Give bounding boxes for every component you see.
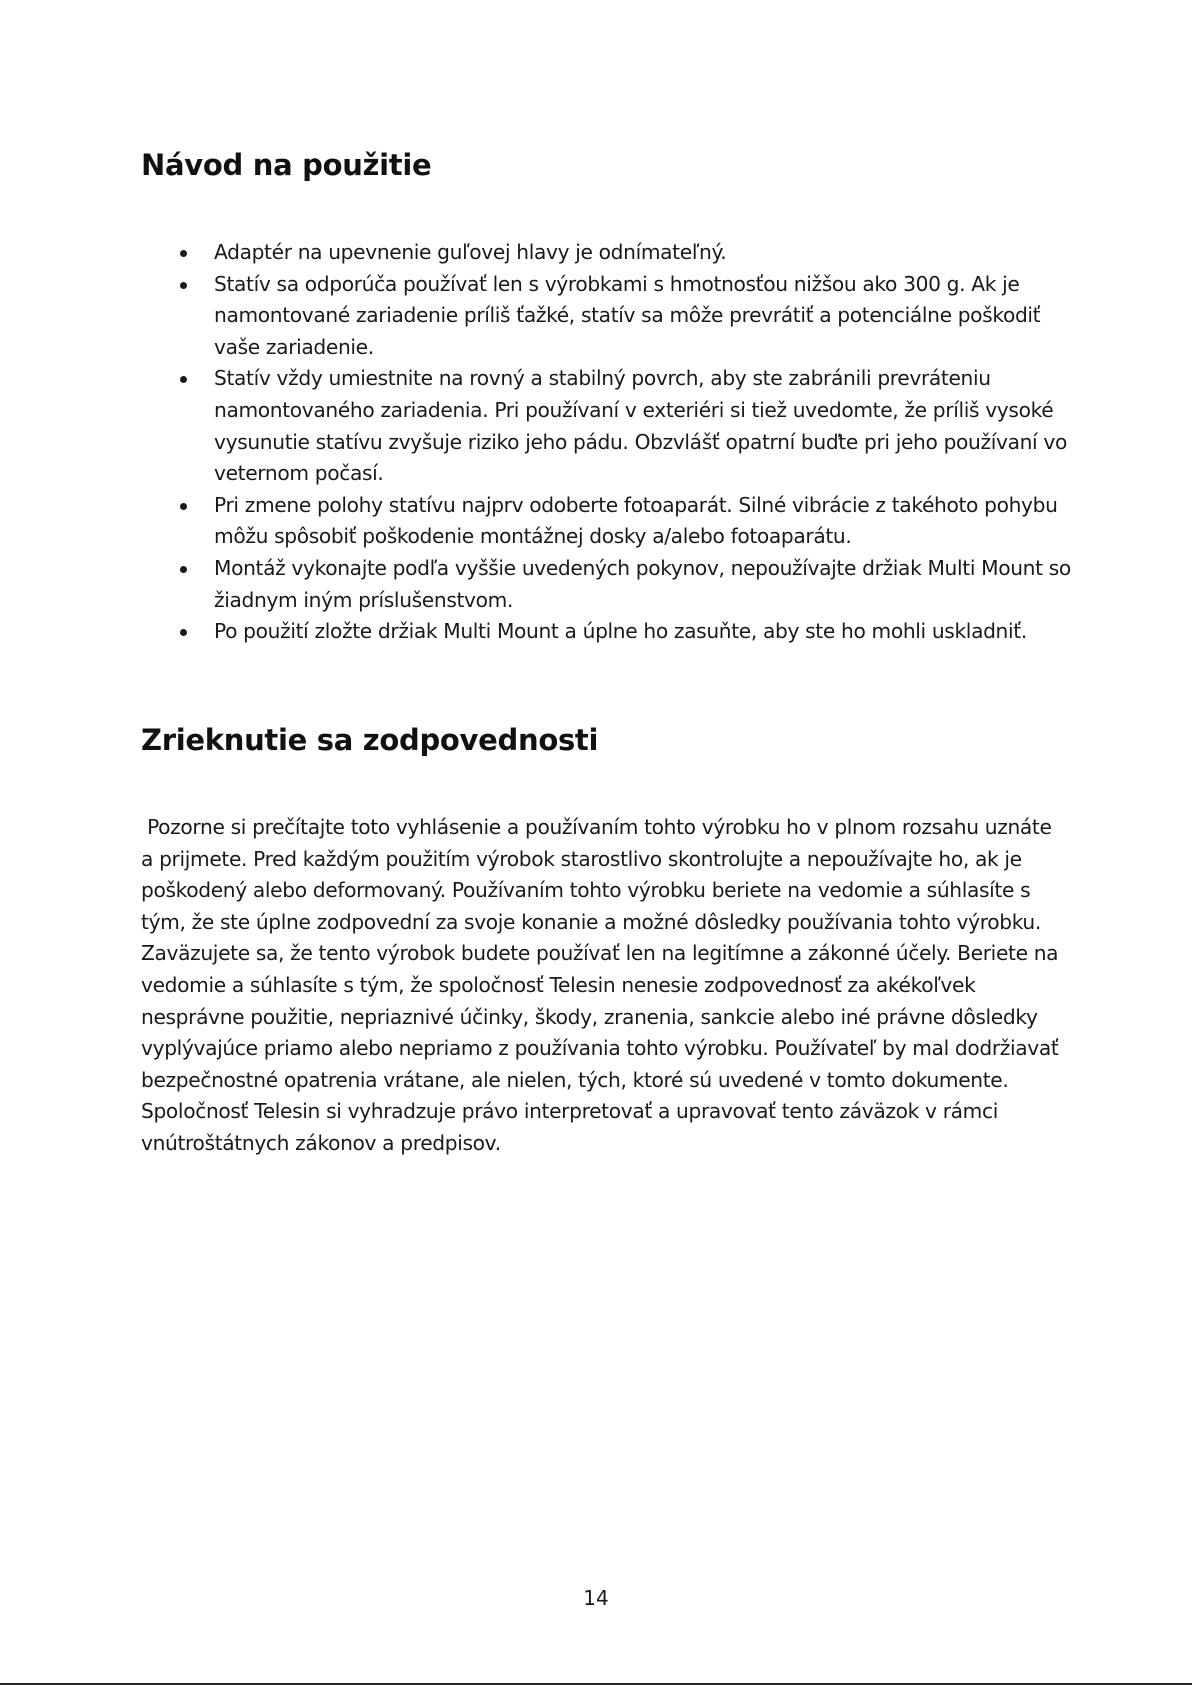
bullet-icon: [180, 376, 187, 383]
list-item-text: Adaptér na upevnenie guľovej hlavy je odnímateľný.: [214, 240, 727, 264]
list-item: [141, 237, 1071, 269]
bullet-icon: [180, 503, 187, 510]
list-item-text: Statív sa odporúča používať len s výrobkami s hmotnosťou nižšou ako 300 g. Ak je namontované zariadenie príliš ťažké, statív sa môže prevrátiť a potenciálne poškodiť vaše zariadenie.: [214, 271, 1041, 359]
list-item: [141, 616, 1071, 648]
list-item-text: Pri zmene polohy statívu najprv odoberte fotoaparát. Silné vibrácie z takéhoto pohybu môžu spôsobiť poškodenie montážnej dosky a/alebo fotoaparátu.: [214, 492, 1058, 549]
page-number: 14: [583, 1586, 609, 1610]
bullet-icon: [180, 566, 187, 573]
usage-instructions-list: [141, 237, 1071, 648]
list-item: [141, 269, 1071, 364]
section-heading-disclaimer: Zrieknutie sa zodpovednosti: [141, 723, 599, 757]
bullet-icon: [180, 282, 187, 289]
bullet-icon: [180, 250, 187, 257]
list-item-text: Po použití zložte držiak Multi Mount a úplne ho zasuňte, aby ste ho mohli uskladniť.: [214, 619, 1027, 644]
bullet-icon: [180, 629, 187, 636]
list-item: [141, 553, 1071, 616]
list-item-text: Montáž vykonajte podľa vyššie uvedených pokynov, nepoužívajte držiak Multi Mount so žiadnym iným príslušenstvom.: [214, 555, 1071, 612]
list-item: [141, 363, 1071, 489]
section-heading-usage-instructions: Návod na použitie: [141, 148, 432, 182]
list-item: [141, 490, 1071, 553]
list-item-text: Statív vždy umiestnite na rovný a stabilný povrch, aby ste zabránili prevráteniu namontovaného zariadenia. Pri používaní v exteriéri si tiež uvedomte, že príliš vysoké vysunutie statívu zvyšuje riziko jeho pádu. Obzvlášť opatrní buďte pri jeho používaní vo veternom počasí.: [214, 366, 1067, 486]
disclaimer-paragraph: Pozorne si prečítajte toto vyhlásenie a používaním tohto výrobku ho v plnom rozsahu uznáte a prijmete. Pred každým použitím výrobok starostlivo skontrolujte a nepoužívajte ho, ak je poškodený alebo deformovaný. Používaním tohto výrobku beriete na vedomie a súhlasíte s tým, že ste úplne zodpovední za svoje konanie a možné dôsledky používania tohto výrobku. Zaväzujete sa, že tento výrobok budete používať len na legitímne a zákonné účely. Beriete na vedomie a súhlasíte s tým, že spoločnosť Telesin nenesie zodpovednosť za akékoľvek nesprávne použitie, nepriaznivé účinky, škody, zranenia, sankcie alebo iné právne dôsledky vyplývajúce priamo alebo nepriamo z používania tohto výrobku. Používateľ by mal dodržiavať bezpečnostné opatrenia vrátane, ale nielen, tých, ktoré sú uvedené v tomto dokumente. Spoločnosť Telesin si vyhradzuje právo interpretovať a upravovať tento záväzok v rámci vnútroštátnych zákonov a predpisov.: [141, 815, 1065, 1155]
